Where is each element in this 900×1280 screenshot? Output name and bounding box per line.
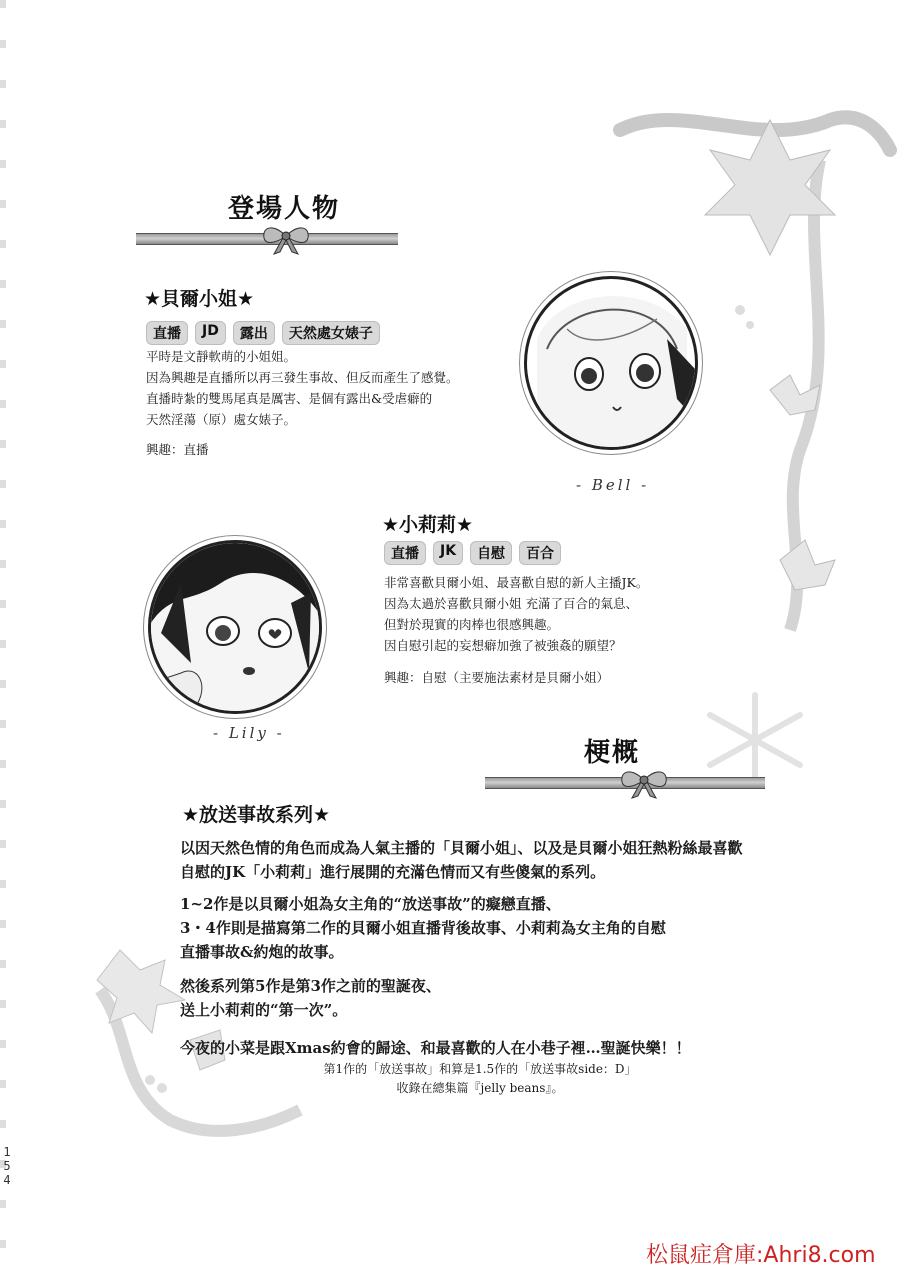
tag-list-bell (146, 321, 380, 345)
portrait-lily (148, 540, 322, 714)
character-hobby-bell: 興趣：直播 (146, 442, 209, 457)
tag: 露出 (233, 321, 275, 345)
character-name-lily: ★小莉莉★ (382, 514, 474, 536)
portrait-caption-lily: - Lily - (213, 724, 285, 742)
character-name-bell: ★貝爾小姐★ (144, 288, 255, 310)
synopsis-paragraph (180, 892, 820, 964)
character-hobby-lily: 興趣：自慰（主要施法素材是貝爾小姐） (384, 670, 610, 685)
page-digit: 4 (3, 1173, 11, 1187)
tag: 直播 (146, 321, 188, 345)
binding-edge (0, 0, 6, 1280)
bow-icon (616, 766, 672, 800)
character-description-bell (146, 346, 459, 430)
synopsis-paragraph (180, 836, 820, 884)
character-description-lily (384, 572, 648, 656)
description-line: 因為太過於喜歡貝爾小姐 充滿了百合的氣息、 (384, 596, 638, 611)
page-number (2, 1145, 12, 1187)
note-line: 收錄在總集篇『jelly beans』。 (396, 1081, 564, 1095)
tag: 天然處女婊子 (282, 321, 380, 345)
note-line: 第1作的「放送事故」和算是1.5作的「放送事故side：D」 (323, 1062, 637, 1076)
tag: 直播 (384, 541, 426, 565)
synopsis-line: 送上小莉莉的“第一次”。 (180, 1001, 348, 1019)
description-line: 非常喜歡貝爾小姐、最喜歡自慰的新人主播JK。 (384, 575, 649, 590)
page-digit: 1 (3, 1145, 11, 1159)
description-line: 因自慰引起的妄想癖加強了被強姦的願望？ (384, 638, 622, 653)
snowflake-icon (690, 690, 820, 790)
description-line: 天然淫蕩（原）處女婊子。 (146, 412, 297, 427)
cast-heading: 登場人物 (228, 194, 341, 224)
description-line: 平時是文靜軟萌的小姐姐。 (146, 349, 297, 364)
portrait-bell (524, 276, 698, 450)
synopsis-paragraph (180, 1036, 820, 1060)
synopsis-line: 然後系列第5作是第3作之前的聖誕夜、 (180, 977, 441, 995)
description-line: 但對於現實的肉棒也很感興趣。 (384, 617, 560, 632)
tag: 自慰 (470, 541, 512, 565)
collection-note (260, 1060, 700, 1098)
synopsis-line: 自慰的JK「小莉莉」進行展開的充滿色情而又有些傻氣的系列。 (180, 863, 606, 881)
tag: JK (433, 541, 463, 565)
synopsis-line: 以因天然色情的角色而成為人氣主播的「貝爾小姐」、以及是貝爾小姐狂熱粉絲最喜歡 (180, 839, 743, 857)
tag: JD (195, 321, 226, 345)
synopsis-line: 直播事故&約炮的故事。 (180, 943, 344, 961)
synopsis-body (180, 836, 820, 1060)
page-digit: 5 (3, 1159, 11, 1173)
synopsis-line: 今夜的小菜是跟Xmas約會的歸途、和最喜歡的人在小巷子裡…聖誕快樂！！ (180, 1039, 691, 1057)
bow-icon (258, 222, 314, 256)
watermark-text: 松鼠症倉庫:Ahri8.com (646, 1243, 876, 1268)
synopsis-line: 3・4作則是描寫第二作的貝爾小姐直播背後故事、小莉莉為女主角的自慰 (180, 919, 666, 937)
series-title: ★放送事故系列★ (182, 804, 331, 826)
synopsis-paragraph (180, 974, 820, 1022)
tag-list-lily (384, 541, 561, 565)
portrait-caption-bell: - Bell - (576, 476, 650, 494)
description-line: 直播時紮的雙馬尾真是厲害、是個有露出&受虐癖的 (146, 391, 433, 406)
synopsis-line: 1~2作是以貝爾小姐為女主角的“放送事故”的癡戀直播、 (180, 895, 561, 913)
tag: 百合 (519, 541, 561, 565)
synopsis-heading: 梗概 (584, 738, 641, 768)
description-line: 因為興趣是直播所以再三發生事故、但反而產生了感覺。 (146, 370, 459, 385)
